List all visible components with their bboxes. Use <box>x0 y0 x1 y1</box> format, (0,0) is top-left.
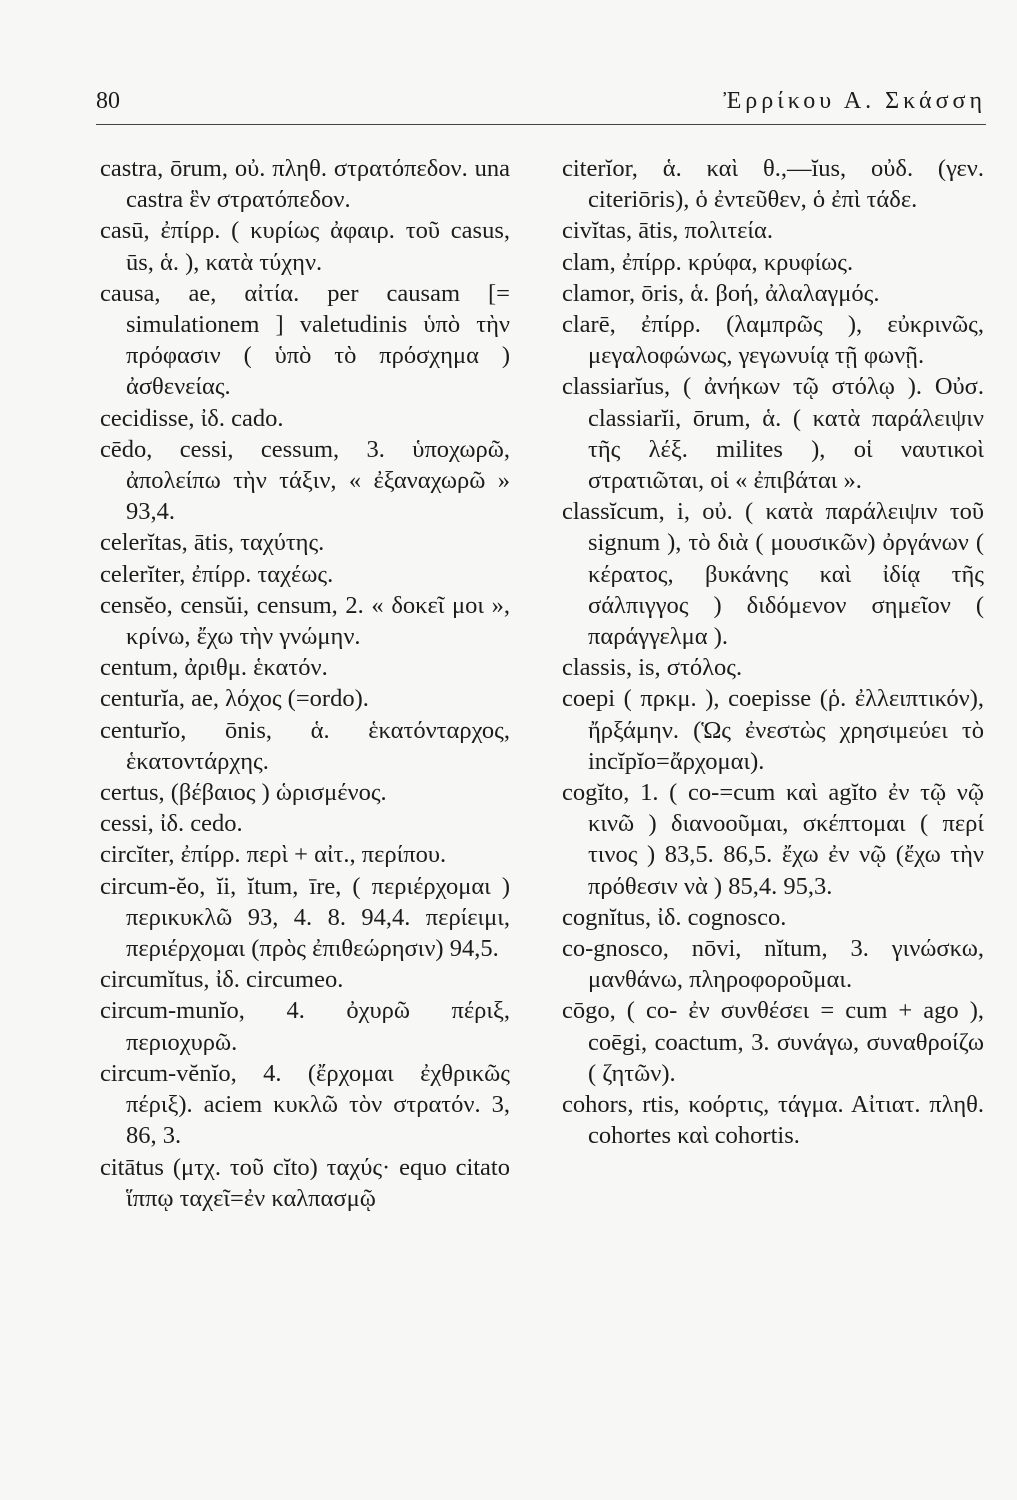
running-title: Ἐρρίκου Α. Σκάσση <box>723 88 986 114</box>
dictionary-entry: centurĭa, ae, λόχος (=ordo). <box>100 685 369 713</box>
dictionary-entry: causa, ae, αἰτία. per causam [= simulationem ] valetudinis ὑπὸ τὴν πρόφασιν ( ὑπὸ τὸ πρόσχημα ) ἀσθενείας. <box>100 279 510 401</box>
dictionary-entry: clarē, ἐπίρρ. (λαμπρῶς ), εὐκρινῶς, μεγαλοφώνως, γεγωνυίᾳ τῇ φωνῇ. <box>562 311 984 370</box>
dictionary-entry: classis, is, στόλος. <box>562 654 743 682</box>
dictionary-entry: clamor, ōris, ἁ. βοή, ἀλαλαγμός. <box>562 279 880 307</box>
dictionary-entry: civĭtas, ātis, πολιτεία. <box>562 217 773 245</box>
dictionary-entry: co-gnosco, nōvi, nĭtum, 3. γινώσκω, μανθάνω, πληροφοροῦμαι. <box>562 935 984 994</box>
dictionary-entry: circumĭtus, ἰδ. circumeo. <box>100 966 344 994</box>
dictionary-entry: cogĭto, 1. ( co-=cum καὶ agĭto ἐν τῷ νῷ κινῶ ) διανοοῦμαι, σκέπτομαι ( περί τινος ) 83,5. 86,5. ἔχω ἐν νῷ (ἔχω τὴν πρόθεσιν νὰ ) 85,4. 95,3. <box>562 779 984 900</box>
dictionary-entry: cohors, rtis, κοόρτις, τάγμα. Αἰτιατ. πληθ. cohortes καὶ cohortis. <box>562 1091 984 1150</box>
dictionary-entry: circum-ĕo, ĭi, ĭtum, īre, ( περιέρχομαι ) περικυκλῶ 93, 4. 8. 94,4. περίειμι, περιέρχομαι (πρὸς ἐπιθεώρησιν) 94,5. <box>100 872 510 963</box>
dictionary-entry: celerĭter, ἐπίρρ. ταχέως. <box>100 560 334 588</box>
dictionary-entry: castra, ōrum, οὐ. πληθ. στρατόπεδον. una castra ἓν στρατόπεδον. <box>100 155 510 214</box>
page-number: 80 <box>96 88 120 114</box>
dictionary-entry: celerĭtas, ātis, ταχύτης. <box>100 529 325 557</box>
page-header <box>96 88 986 118</box>
dictionary-entry: citātus (μτχ. τοῦ cĭto) ταχύς· equo citato ἵππῳ ταχεῖ=ἐν καλπασμῷ <box>100 1153 510 1212</box>
dictionary-entry: clam, ἐπίρρ. κρύφα, κρυφίως. <box>562 248 854 276</box>
dictionary-entry: citerĭor, ἁ. καὶ θ.,—ĭus, οὐδ. (γεν. citeriōris), ὁ ἐντεῦθεν, ὁ ἐπὶ τάδε. <box>562 155 984 214</box>
dictionary-entry: coepi ( πρκμ. ), coepisse (ῥ. ἐλλειπτικόν), ἤρξάμην. (Ὡς ἐνεστὼς χρησιμεύει τὸ incĭpĭo=ἄρχομαι). <box>562 685 984 775</box>
dictionary-entry: cognĭtus, ἰδ. cognosco. <box>562 903 787 931</box>
dictionary-entry: circum-munĭo, 4. ὀχυρῶ πέριξ, περιοχυρῶ. <box>100 997 510 1056</box>
header-rule <box>96 124 986 125</box>
dictionary-entry: circum-vĕnĭo, 4. (ἔρχομαι ἐχθρικῶς πέριξ). aciem κυκλῶ τὸν στρατόν. 3, 86, 3. <box>100 1059 510 1150</box>
dictionary-entry: cēdo, cessi, cessum, 3. ὑποχωρῶ, ἀπολείπω τὴν τάξιν, « ἐξαναχωρῶ » 93,4. <box>100 435 510 526</box>
dictionary-entry: centum, ἀριθμ. ἑκατόν. <box>100 654 328 682</box>
dictionary-entry: certus, (βέβαιος ) ὡρισμένος. <box>100 779 387 807</box>
left-column <box>100 153 510 1214</box>
dictionary-entry: censĕo, censŭi, censum, 2. « δοκεῖ μοι », κρίνω, ἔχω τὴν γνώμην. <box>100 591 510 651</box>
dictionary-entry: classĭcum, i, οὐ. ( κατὰ παράλειψιν τοῦ signum ), τὸ διὰ ( μουσικῶν) ὀργάνων ( κέρατος, βυκάνης καὶ ἰδίᾳ τῆς σάλπιγγος ) διδόμενον σημεῖον ( παράγγελμα ). <box>562 498 984 651</box>
dictionary-entry: cōgo, ( co- ἐν συνθέσει = cum + ago ), coēgi, coactum, 3. συνάγω, συναθροίζω ( ζητῶν). <box>562 997 984 1087</box>
dictionary-entry: circĭter, ἐπίρρ. περὶ + αἰτ., περίπου. <box>100 841 447 869</box>
dictionary-entry: casū, ἐπίρρ. ( κυρίως ἀφαιρ. τοῦ casus, ūs, ἁ. ), κατὰ τύχην. <box>100 217 510 276</box>
dictionary-entry: classiarĭus, ( ἀνήκων τῷ στόλῳ ). Οὐσ. classiarĭi, ōrum, ἁ. ( κατὰ παράλειψιν τῆς λέξ. milites ), οἱ ναυτικοὶ στρατιῶται, οἱ « ἐπιβάται ». <box>562 373 984 495</box>
dictionary-entry: cecidisse, ἰδ. cado. <box>100 404 284 432</box>
right-column <box>562 153 984 1152</box>
dictionary-entry: cessi, ἰδ. cedo. <box>100 810 243 838</box>
dictionary-entry: centurĭo, ōnis, ἁ. ἑκατόνταρχος, ἑκατοντάρχης. <box>100 716 510 775</box>
